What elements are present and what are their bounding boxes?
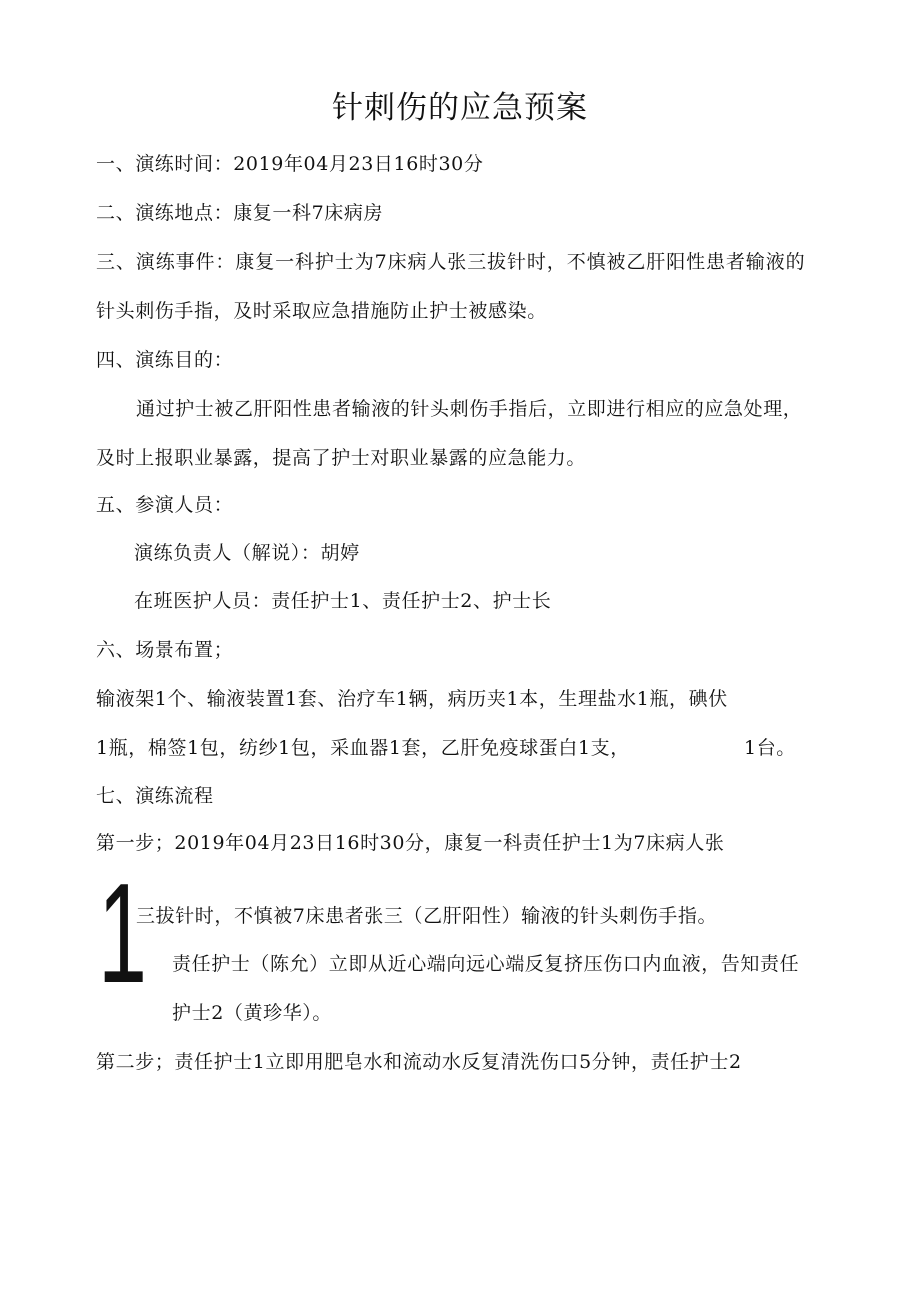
section-location: 二、演练地点：康复一科7床病房 (96, 202, 384, 224)
step1-line1: 第一步；2019年04月23日16时30分，康复一科责任护士1为7床病人张 (96, 832, 725, 854)
section-purpose-heading: 四、演练目的： (96, 349, 234, 371)
section-setup-body-line1: 输液架1个、输液装置1套、治疗车1辆，病历夹1本，生理盐水1瓶，碘伏 (96, 688, 728, 710)
step1-line3: 责任护士（陈允）立即从近心端向远心端反复挤压伤口内血液，告知责任 (172, 953, 800, 975)
section-time: 一、演练时间：2019年04月23日16时30分 (96, 153, 484, 175)
participant-staff: 在班医护人员：责任护士1、责任护士2、护士长 (134, 590, 552, 612)
document-title: 针刺伤的应急预案 (332, 90, 588, 126)
section-setup-heading: 六、场景布置； (96, 639, 234, 661)
section-process-heading: 七、演练流程 (96, 785, 214, 807)
step1-line2: 三拔针时，不慎被7床患者张三（乙肝阳性）输液的针头刺伤手指。 (136, 905, 718, 927)
section-event-line1: 三、演练事件：康复一科护士为7床病人张三拔针时，不慎被乙肝阳性患者输液的 (96, 251, 806, 273)
step2-line1: 第二步；责任护士1立即用肥皂水和流动水反复清洗伤口5分钟，责任护士2 (96, 1051, 742, 1073)
section-setup-body-line2-end: 1台。 (744, 737, 796, 759)
step1-large-number: 1 (98, 854, 147, 1013)
step1-line4: 护士2（黄珍华）。 (172, 1002, 332, 1024)
section-purpose-body-line2: 及时上报职业暴露，提高了护士对职业暴露的应急能力。 (96, 447, 587, 469)
participant-lead: 演练负责人（解说）：胡婷 (134, 542, 360, 564)
section-participants-heading: 五、参演人员： (96, 494, 234, 516)
section-purpose-body-line1: 通过护士被乙肝阳性患者输液的针头刺伤手指后，立即进行相应的应急处理， (136, 398, 803, 420)
section-event-line2: 针头刺伤手指，及时采取应急措施防止护士被感染。 (96, 300, 547, 322)
section-setup-body-line2: 1瓶，棉签1包，纺纱1包，采血器1套，乙肝免疫球蛋白1支， (96, 737, 630, 759)
